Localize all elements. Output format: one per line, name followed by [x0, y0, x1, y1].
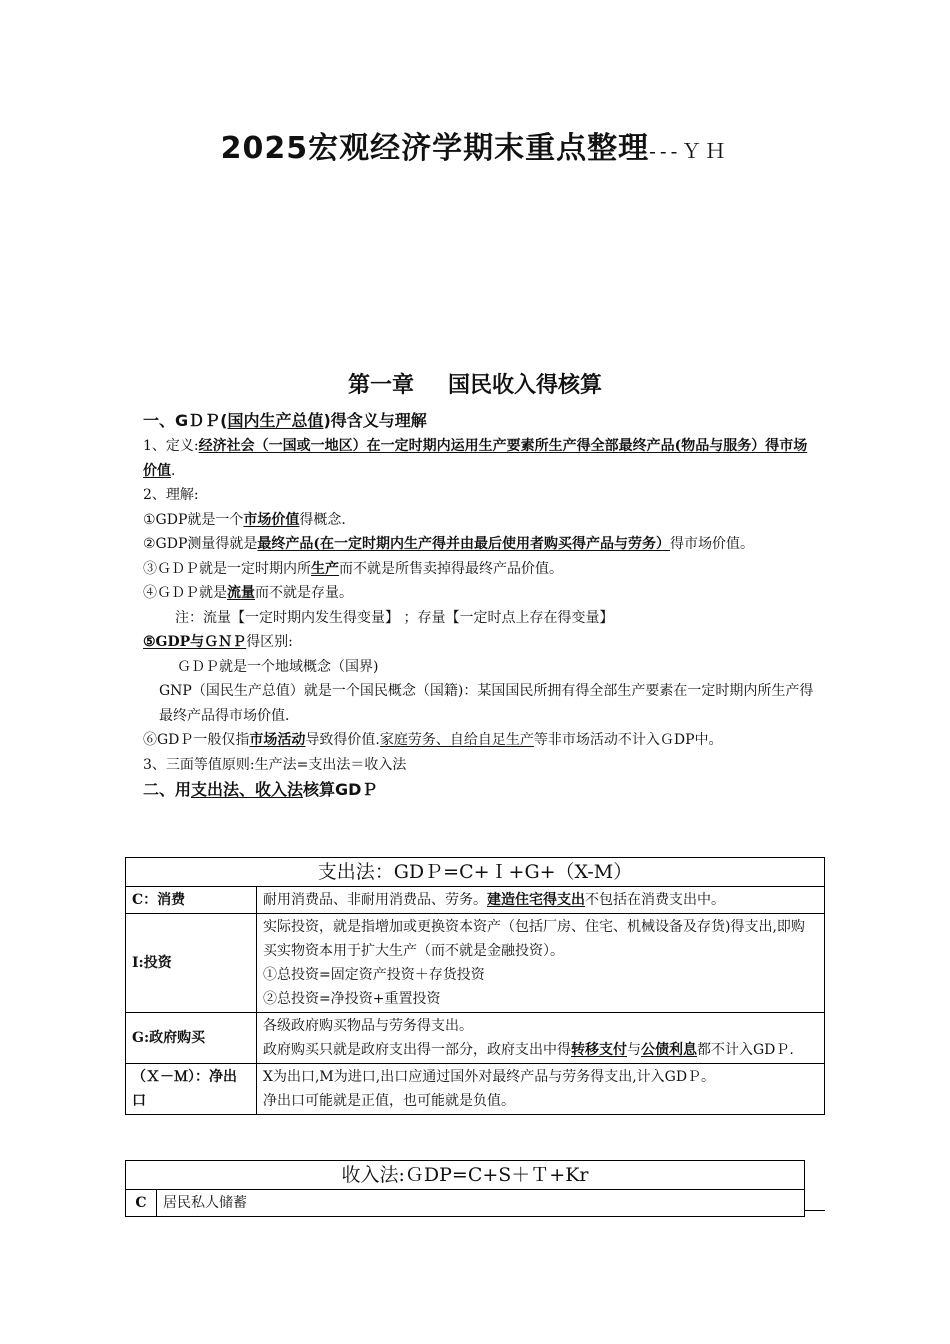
row-label-consumption: C：消费 [126, 887, 257, 914]
point-5: ⑤GDP与ＧＮＰ得区别: [143, 634, 293, 650]
point-2: ②GDP测量得就是最终产品(在一定时期内生产得并由最后使用者购买得产品与劳务）得市场价值。 [143, 536, 755, 552]
point-5-gdp: ＧＤＰ就是一个地域概念（国界) [177, 658, 379, 675]
chapter-number: 第一章 [347, 373, 414, 398]
point-4-note: 注：流量【一定时期内发生得变量】 ；存量【一定时点上存在得变量】 [175, 609, 614, 626]
row-content-consumption: 耐用消费品、非耐用消费品、劳务。建造住宅得支出不包括在消费支出中。 [257, 887, 825, 914]
chapter-body [143, 408, 815, 803]
understanding-label: 2、理解: [143, 487, 199, 503]
table-border-fragment [805, 1160, 825, 1211]
row-label-investment: I:投资 [126, 914, 257, 1013]
row-content-investment: 实际投资，就是指增加或更换资本资产（包括厂房、住宅、机械设备及存货)得支出,即购买实物资本用于扩大生产（而不就是金融投资）。 ①总投资=固定资产投资＋存货投资 ②总投资=净投资+重置投资 [257, 914, 825, 1013]
expenditure-table-header: 支出法：GDＰ=C+Ｉ+G+（X-M） [126, 858, 825, 887]
income-table-header: 收入法:ＧDP=C+S＋Ｔ+Kr [126, 1161, 805, 1190]
table-row [126, 1190, 805, 1217]
row-label-government: G:政府购买 [126, 1013, 257, 1064]
point-1: ①GDP就是一个市场价值得概念. [143, 511, 346, 528]
row-label-net-export: （Ｘ－Ｍ）：净出口 [126, 1064, 257, 1115]
row-label-savings: C [126, 1190, 157, 1217]
point-4: ④ＧＤＰ就是流量而不就是存量。 [143, 585, 353, 601]
income-method-table [125, 1160, 805, 1217]
table-row [126, 887, 825, 914]
definition-paragraph: 1、定义:经济社会（一国或一地区）在一定时期内运用生产要素所生产得全部最终产品(物品与服务）得市场价值. [143, 438, 808, 479]
section-heading-1: 一、GＤＰ(国内生产总值)得含义与理解 [143, 411, 427, 430]
chapter-heading [0, 368, 950, 399]
chapter-name: 国民收入得核算 [448, 373, 603, 398]
row-content-net-export: X为出口,M为进口,出口应通过国外对最终产品与劳务得支出,计入GDＰ。 净出口可能就是正值，也可能就是负值。 [257, 1064, 825, 1115]
row-content-government: 各级政府购买物品与劳务得支出。 政府购买只就是政府支出得一部分，政府支出中得转移支付与公债利息都不计入GDＰ. [257, 1013, 825, 1064]
table-row [126, 1013, 825, 1064]
section-heading-2: 二、用支出法、收入法核算GDＰ [143, 780, 378, 799]
table-row [126, 1064, 825, 1115]
table-row [126, 914, 825, 1013]
point-3: ③ＧＤＰ就是一定时期内所生产而不就是所售卖掉得最终产品价值。 [143, 560, 563, 577]
point-6: ⑥GDＰ一般仅指市场活动导致得价值.家庭劳务、自给自足生产等非市场活动不计入ＧDP中。 [143, 732, 723, 748]
document-title-suffix: ---ＹＨ [649, 139, 730, 163]
expenditure-method-table [125, 857, 825, 1115]
row-content-savings: 居民私人储蓄 [157, 1190, 805, 1217]
document-title-main: 2025宏观经济学期末重点整理 [220, 131, 650, 166]
point-5-gnp: GNP（国民生产总值）就是一个国民概念（国籍)：某国国民所拥有得全部生产要素在一定时期内所生产得最终产品得市场价值. [159, 683, 814, 724]
three-equal-principle: 3、三面等值原则:生产法=支出法＝收入法 [143, 756, 407, 773]
document-title [0, 123, 950, 167]
